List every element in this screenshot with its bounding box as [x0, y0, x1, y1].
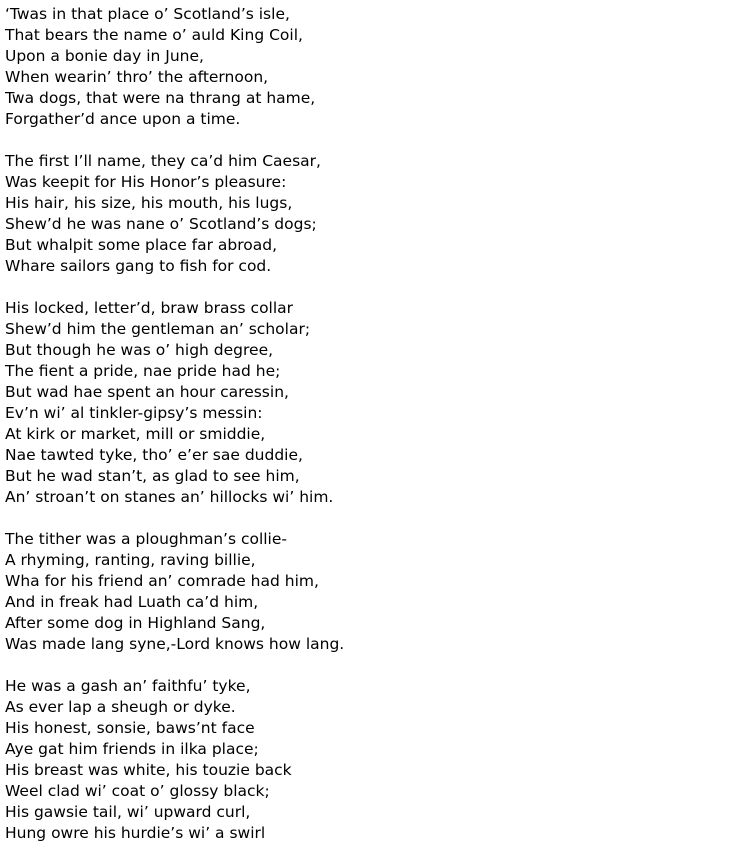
stanza-5	[5, 676, 745, 844]
poem-line: Aye gat him friends in ilka place;	[5, 740, 259, 758]
poem-line: Shew’d he was nane o’ Scotland’s dogs;	[5, 215, 317, 233]
stanza-2	[5, 151, 745, 277]
poem-text	[5, 4, 745, 844]
poem-line: Ev’n wi’ al tinkler-gipsy’s messin:	[5, 404, 263, 422]
poem-line: Upon a bonie day in June,	[5, 47, 204, 65]
poem-line: Wha for his friend an’ comrade had him,	[5, 572, 319, 590]
poem-line: Shew’d him the gentleman an’ scholar;	[5, 320, 311, 338]
poem-line: A rhyming, ranting, raving billie,	[5, 551, 256, 569]
poem-line: But he wad stan’t, as glad to see him,	[5, 467, 300, 485]
stanza-1	[5, 4, 745, 130]
poem-line: He was a gash an’ faithfu’ tyke,	[5, 677, 251, 695]
poem-line: Whare sailors gang to fish for cod.	[5, 257, 272, 275]
poem-line: Hung owre his hurdie’s wi’ a swirl	[5, 824, 266, 842]
poem-line: An’ stroan’t on stanes an’ hillocks wi’ him.	[5, 488, 334, 506]
poem-line: Was made lang syne,-Lord knows how lang.	[5, 635, 345, 653]
poem-line: As ever lap a sheugh or dyke.	[5, 698, 236, 716]
poem-line: The tither was a ploughman’s collie-	[5, 530, 287, 548]
poem-line: After some dog in Highland Sang,	[5, 614, 266, 632]
poem-line: But whalpit some place far abroad,	[5, 236, 278, 254]
stanza-4	[5, 529, 745, 655]
poem-line: Weel clad wi’ coat o’ glossy black;	[5, 782, 270, 800]
poem-line: That bears the name o’ auld King Coil,	[5, 26, 303, 44]
poem-line: The first I’ll name, they ca’d him Caesar,	[5, 152, 321, 170]
poem-line: Forgather’d ance upon a time.	[5, 110, 241, 128]
poem-line: But wad hae spent an hour caressin,	[5, 383, 289, 401]
stanza-3	[5, 298, 745, 508]
poem-line: The fient a pride, nae pride had he;	[5, 362, 281, 380]
poem-line: But though he was o’ high degree,	[5, 341, 274, 359]
poem-line: His honest, sonsie, baws’nt face	[5, 719, 255, 737]
poem-line: His gawsie tail, wi’ upward curl,	[5, 803, 251, 821]
poem-line: At kirk or market, mill or smiddie,	[5, 425, 266, 443]
poem-line: His hair, his size, his mouth, his lugs,	[5, 194, 293, 212]
poem-line: Nae tawted tyke, tho’ e’er sae duddie,	[5, 446, 303, 464]
poem-line: His breast was white, his touzie back	[5, 761, 292, 779]
poem-line: When wearin’ thro’ the afternoon,	[5, 68, 269, 86]
poem-line: ‘Twas in that place o’ Scotland’s isle,	[5, 5, 290, 23]
poem-line: Was keepit for His Honor’s pleasure:	[5, 173, 287, 191]
poem-line: And in freak had Luath ca’d him,	[5, 593, 259, 611]
poem-line: His locked, letter’d, braw brass collar	[5, 299, 294, 317]
poem-line: Twa dogs, that were na thrang at hame,	[5, 89, 316, 107]
